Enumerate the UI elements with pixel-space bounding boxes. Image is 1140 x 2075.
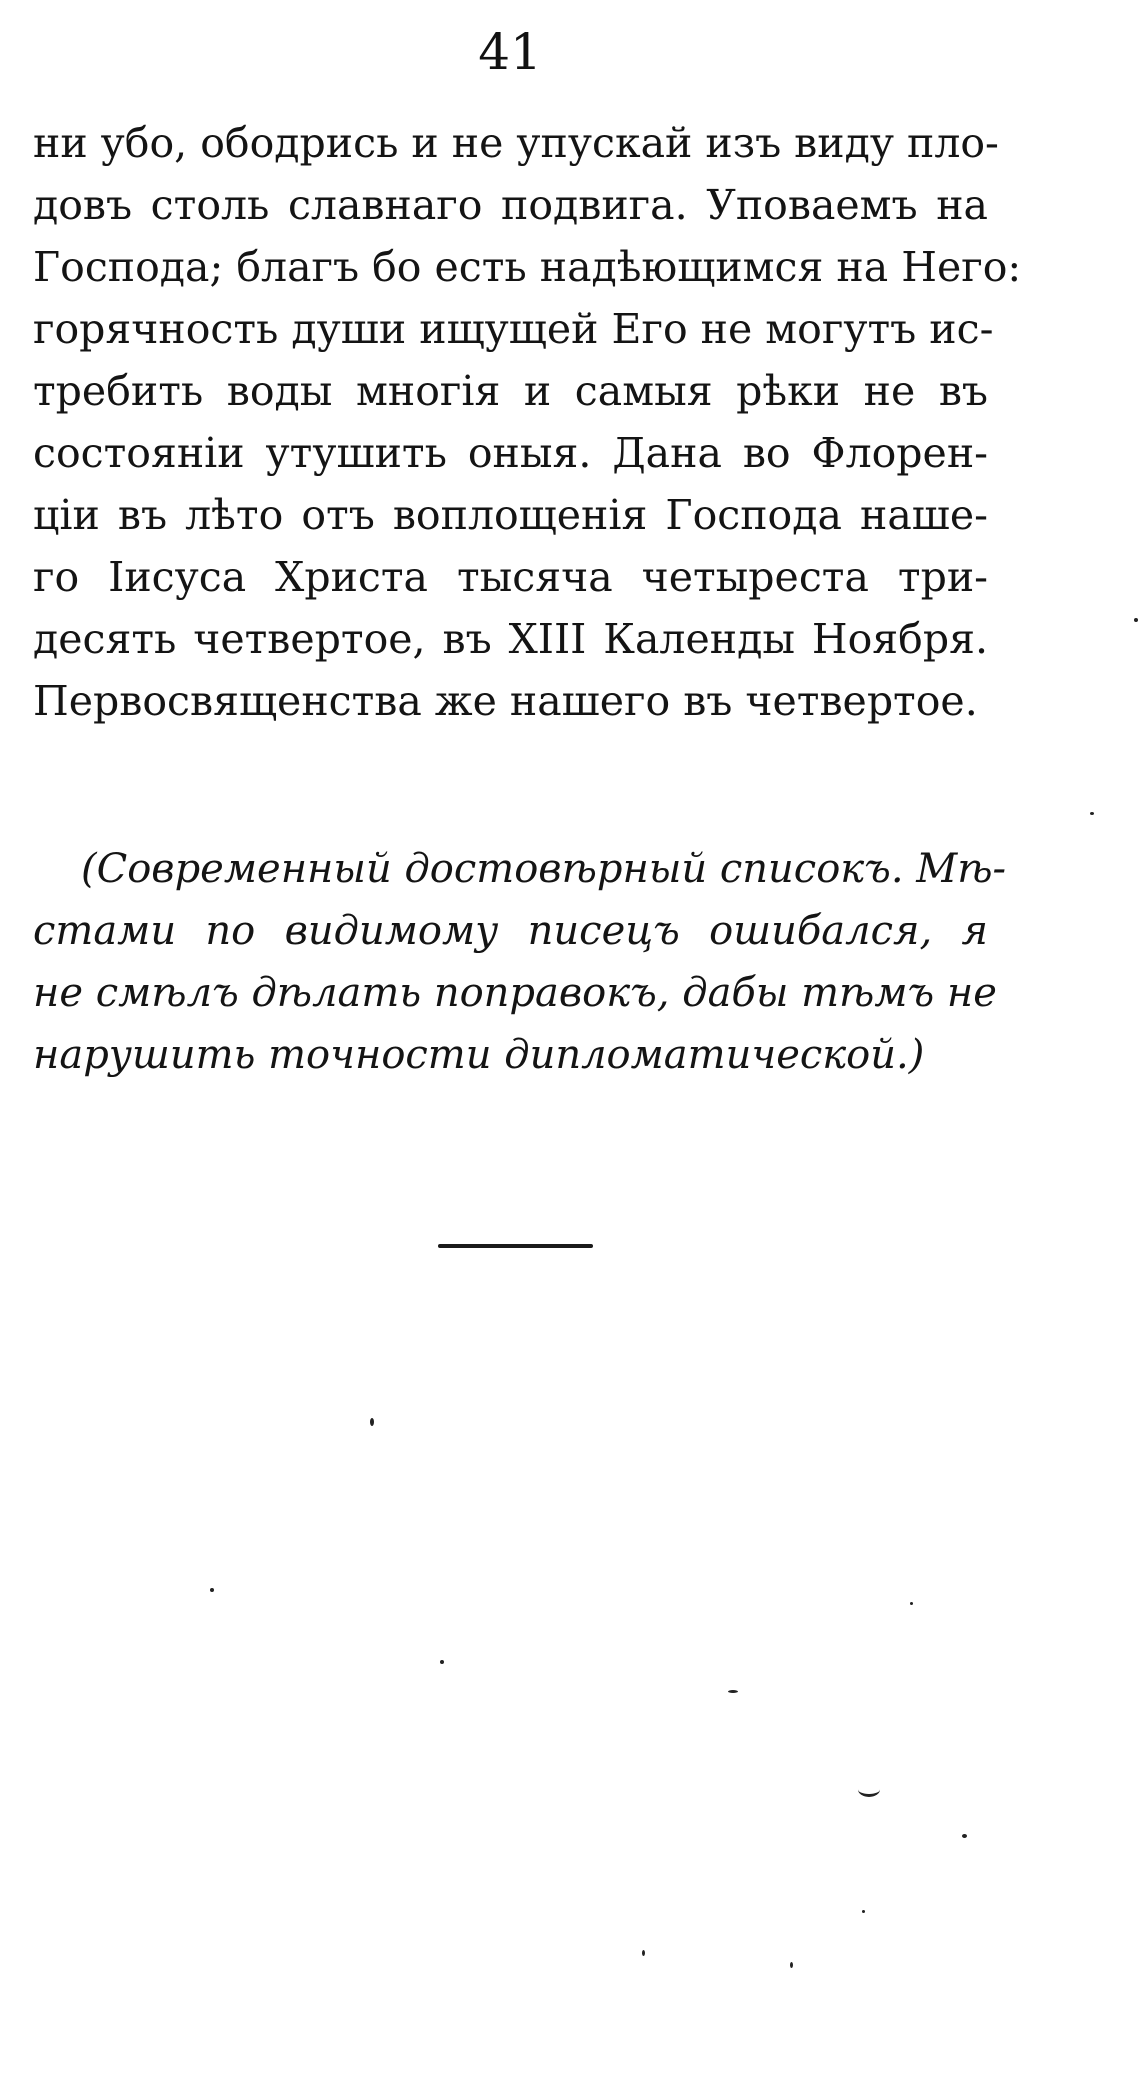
note-line: стами по видимому писецъ ошибался, я [33, 908, 988, 954]
print-speck [728, 1690, 738, 1693]
print-speck [858, 1782, 880, 1797]
body-line: горячность души ищущей Его не могутъ ис- [33, 305, 994, 353]
print-speck [210, 1588, 214, 1592]
body-line: Господа; благъ бо есть надѣющимся на Него: [33, 243, 1022, 291]
note-line: нарушить точности дипломатической.) [33, 1032, 925, 1078]
body-line: го Іисуса Христа тысяча четыреста три- [33, 553, 988, 601]
page-number: 41 [478, 23, 542, 81]
body-line: требить воды многія и самыя рѣки не въ [33, 367, 988, 415]
note-line: (Современный достовѣрный списокъ. Мѣ- [81, 846, 1007, 892]
body-line: Первосвященства же нашего въ четвертое. [33, 677, 978, 725]
print-speck [962, 1834, 967, 1838]
body-line: ціи въ лѣто отъ воплощенія Господа наше- [33, 491, 988, 539]
body-line: ни убо, ободрись и не упускай изъ виду пло- [33, 119, 999, 167]
print-speck [642, 1950, 645, 1956]
body-line: состояніи утушить оныя. Дана во Флорен- [33, 429, 988, 477]
body-paragraph [33, 112, 1022, 732]
print-speck [790, 1962, 793, 1968]
body-line: десять четвертое, въ XIII Календы Ноября. [33, 615, 988, 663]
section-divider [438, 1244, 593, 1248]
print-speck [370, 1418, 374, 1426]
print-speck [1090, 812, 1094, 815]
print-speck [910, 1602, 913, 1605]
body-line: довъ столь славнаго подвига. Уповаемъ на [33, 181, 988, 229]
print-speck [862, 1910, 865, 1913]
print-speck [1134, 618, 1138, 622]
editorial-note [33, 838, 1007, 1086]
print-speck [440, 1660, 444, 1664]
note-line: не смѣлъ дѣлать поправокъ, дабы тѣмъ не [33, 970, 997, 1016]
